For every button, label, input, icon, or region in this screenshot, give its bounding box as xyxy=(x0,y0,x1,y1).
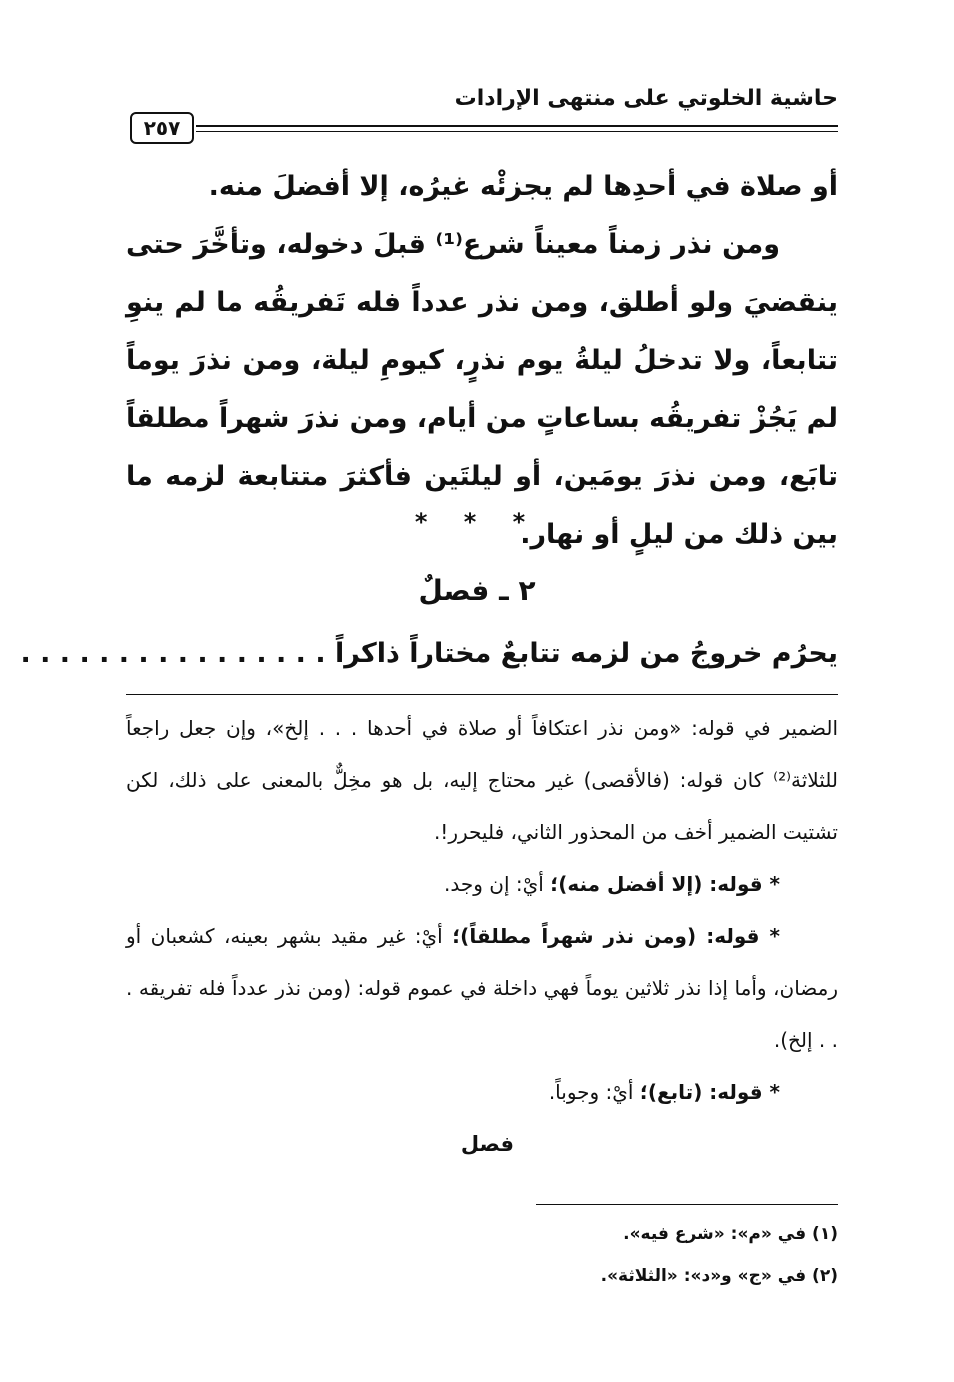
commentary-text: أيْ: إن وجد. xyxy=(444,872,551,896)
commentary-subheading: فصل xyxy=(460,1132,514,1156)
commentary-text: أيْ: غير مقيد بشهر بعينه، كشعبان أو رمضان، وأما إذا نذر ثلاثين يوماً فهي داخلة في عموم قوله: (ومن نذر عدداً فله تفريقه . . . إلخ). xyxy=(126,924,838,1052)
commentary-paragraph-2 xyxy=(126,858,838,910)
running-header-title: حاشية الخلوتي على منتهى الإرادات xyxy=(454,86,838,111)
commentary-separator xyxy=(126,694,838,695)
footnote-1: (١) في «م»: «شرع فيه». xyxy=(623,1224,838,1244)
commentary-paragraph-1 xyxy=(126,702,838,858)
commentary-paragraph-4 xyxy=(126,1066,838,1118)
main-text-paragraph-1 xyxy=(126,158,838,216)
main-text-line: أو صلاة في أحدِها لم يجزئْه غيرُه، إلا أفضلَ منه. xyxy=(208,171,838,202)
commentary-paragraph-3 xyxy=(126,910,838,1066)
footnote-2: (٢) في «ج» و«د»: «الثلاثة». xyxy=(600,1266,838,1286)
section-divider-stars: * * * xyxy=(414,508,540,536)
page-number: ٢٥٧ xyxy=(130,112,194,144)
rule-text: يحرُم خروجُ من لزمه تتابعٌ مختاراً ذاكراً xyxy=(335,638,838,669)
section-title: ٢ ـ فصلٌ xyxy=(418,574,536,607)
commentary-text: أيْ: وجوباً. xyxy=(548,1080,640,1104)
rule-dots: . . . . . . . . . . . . . . . . xyxy=(20,638,326,669)
commentary-quote-label: * قوله: (تابع)؛ xyxy=(639,1080,780,1104)
commentary-text: الضمير في قوله: «ومن نذر اعتكافاً أو صلاة في أحدها . . . إلخ»، وإن جعل راجعاً للثلاثة⁽²⁾ كان قوله: (فالأقصى) غير محتاج إليه، بل هو مخِلٌّ بالمعنى على ذلك، لكن تشتيت الضمير أخف من المحذور الثاني، فليحرر!. xyxy=(126,716,838,844)
header-rule xyxy=(196,125,838,132)
footnote-rule xyxy=(536,1204,838,1205)
main-text-body: ومن نذر زمناً معيناً شرع⁽¹⁾ قبلَ دخوله، وتأخَّرَ حتى ينقضيَ ولو أطلق، ومن نذر عدداً فله تَفريقُه ما لم ينوِ تتابعاً، ولا تدخلُ ليلةُ يوم نذرٍ، كيومِ ليلة، ومن نذرَ يوماً لم يَجُزْ تفريقُه بساعاتٍ من أيام، ومن نذرَ شهراً مطلقاً تابَع، ومن نذرَ يومَين، أو ليلتَين فأكثرَ متتابعة لزمه ما بين ذلك من ليلٍ أو نهار. xyxy=(126,229,838,550)
rule-text-line xyxy=(20,638,838,669)
commentary-quote-label: * قوله: (ومن نذر شهراً مطلقاً)؛ xyxy=(452,924,780,948)
commentary-quote-label: * قوله: (إلا أفضل منه)؛ xyxy=(550,872,780,896)
